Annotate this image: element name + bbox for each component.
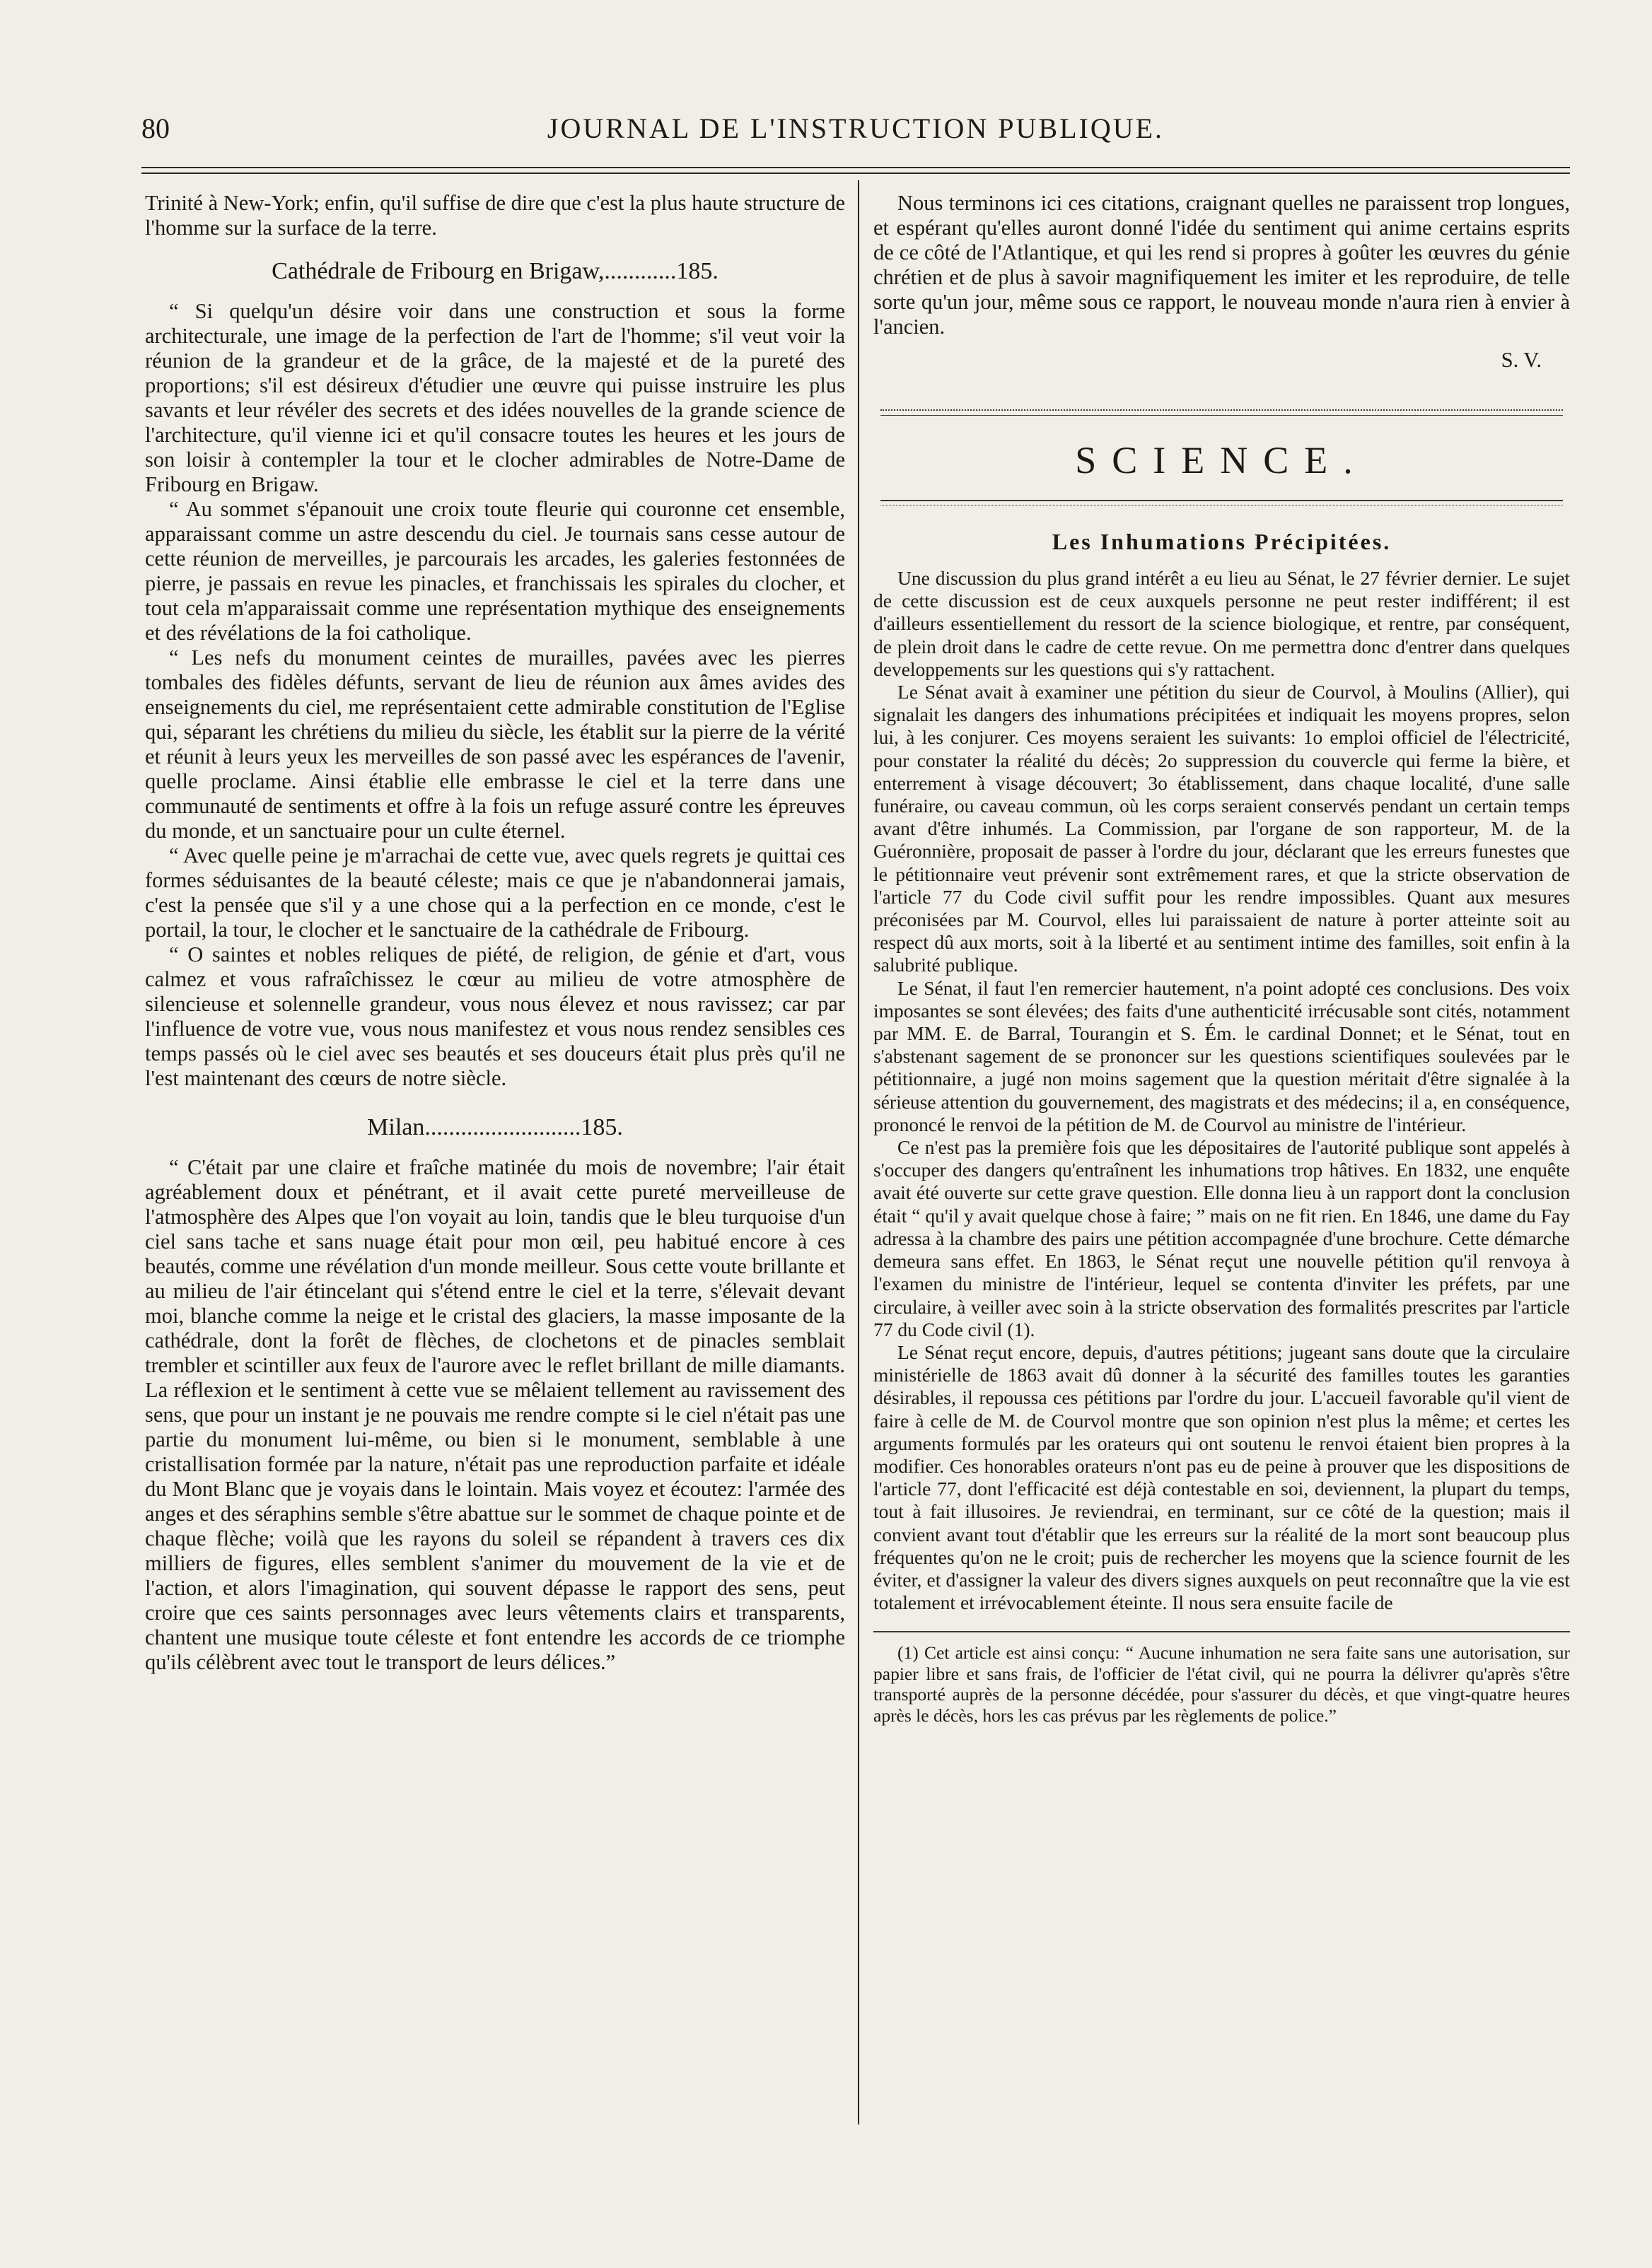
fribourg-paragraph: “ Avec quelle peine je m'arrachai de cette vue, avec quels regrets je quittai ces formes séduisantes de la beauté céleste; mais ce que je n'abandonnerai jamais, c'est la pensée que s'il y a une chose qui a la perfection en ce monde, c'est le portail, la tour, le clocher et le sanctuaire de la cathédrale de Fribourg. bbox=[145, 843, 845, 942]
footnote: (1) Cet article est ainsi conçu: “ Aucune inhumation ne sera faite sans une autorisation, sur papier libre et sans frais, de l'officier de l'état civil, qui ne pourra la délivrer qu'après s'être transporté auprès de la personne décédée, pour s'assurer du décès, et que vingt-quatre heures après le décès, hors les cas prévus par les règlements de police.” bbox=[873, 1642, 1570, 1726]
dateline-milan: Milan..........................185. bbox=[367, 1114, 623, 1140]
section-separator-top bbox=[880, 409, 1563, 416]
fribourg-paragraph: “ Les nefs du monument ceintes de murailles, pavées avec les pierres tombales des fidèles défunts, servant de lieu de réunion aux âmes avides des enseignements du ciel, me représentaient cette admirable constitution de l'Eglise qui, séparant les chrétiens du milieu du siècle, les établit sur la pierre de la vérité et réunit à leurs yeux les merveilles de son passé avec les espérances de l'avenir, quelle proclame. Ainsi établie elle embrasse le ciel et la terre dans une communauté de sentiments et offre à la fois un refuge assuré contre les épreuves du monde, et un sanctuaire pour un culte éternel. bbox=[145, 645, 845, 843]
fribourg-paragraph: “ Au sommet s'épanouit une croix toute fleurie qui couronne cet ensemble, apparaissant comme un astre descendu du ciel. Je tournais sans cesse autour de cette réunion de merveilles, je parcourais les arcades, les galeries festonnées de pierre, je passais en revue les pinacles, et franchissais les spirales du clocher, et tout cela m'apparaissait comme une représentation mythique des enseignements et des révélations de la foi catholique. bbox=[145, 497, 845, 645]
fribourg-paragraph: “ Si quelqu'un désire voir dans une construction et sous la forme architecturale, une image de la perfection de l'art de l'homme; s'il veut voir la réunion de la grandeur et de la grâce, de la majesté et de la pureté des proportions; s'il est désireux d'étudier une œuvre qui puisse instruire les plus savants et leur révéler des secrets et des idées nouvelles de la grande science de l'architecture, qu'il vienne ici et qu'il consacre toutes les heures et les jours de son loisir à contempler la tour et le clocher admirables de Notre-Dame de Fribourg en Brigaw. bbox=[145, 299, 845, 496]
article-paragraph: Le Sénat reçut encore, depuis, d'autres pétitions; jugeant sans doute que la circulaire ministérielle de 1863 avait dû donner à la sécurité des familles toutes les garanties désirables, il repoussa ces pétitions par l'ordre du jour. L'accueil favorable qu'il vient de faire à celle de M. de Courvol montre que son opinion n'est plus la même; et certes les arguments formulés par les orateurs qui ont soutenu le renvoi étaient bien propres à la modifier. Ces honorables orateurs n'ont pas eu de peine à prouver que les dispositions de l'article 77, dont l'efficacité est déjà contestable en soi, deviennent, la plupart du temps, tout à fait illusoires. Je reviendrai, en terminant, sur ce côté de la question; mais il convient avant tout d'établir que les erreurs sur la réalité de la mort sont beaucoup plus fréquentes qu'on ne le croit; puis de rechercher les moyens que la science fournit de les éviter, et d'assigner la valeur des divers signes auxquels on peut reconnaître que la vie est totalement et irrévocablement éteinte. Il nous sera ensuite facile de bbox=[873, 1340, 1570, 1614]
closing-paragraph: Nous terminons ici ces citations, craignant quelles ne paraissent trop longues, et espérant qu'elles auront donné l'idée du sentiment qui anime certains esprits de ce côté de l'Atlantique, et qui les rend si propres à goûter les œuvres du génie chrétien et de plus à savoir magnifiquement les imiter et les reproduire, de telle sorte qu'un jour, même sous ce rapport, le nouveau monde n'aura rien à envier à l'ancien. bbox=[873, 191, 1570, 339]
intro-paragraph: Trinité à New-York; enfin, qu'il suffise de dire que c'est la plus haute structure de l'homme sur la surface de la terre. bbox=[145, 191, 845, 240]
header-rule-bottom bbox=[141, 173, 1570, 174]
page-header bbox=[141, 112, 1570, 161]
section-title: SCIENCE. bbox=[1075, 439, 1368, 481]
page-number: 80 bbox=[141, 112, 170, 144]
milan-paragraph: “ C'était par une claire et fraîche matinée du mois de novembre; l'air était agréablement doux et pénétrant, et il avait cette pureté merveilleuse de l'atmosphère des Alpes que l'on voyait au loin, tandis que le bleu turquoise d'un ciel sans tache et sans nuage était pour mon œil, peu habitué encore à ces beautés, comme une révélation d'un monde meilleur. Sous cette voute brillante et au milieu de l'air étincelant qui s'étend entre le ciel et la terre, s'élevait devant moi, blanche comme la neige et le cristal des glaciers, la masse imposante de la cathédrale, dont la forêt de flèches, de clochetons et de pinacles semblait trembler et scintiller aux feux de l'aurore avec le reflet brillant de mille diamants. La réflexion et le sentiment à cette vue se mêlaient tellement au ravissement des sens, que pour un instant je ne pouvais me rendre compte si le ciel n'était pas une partie du monument lui-même, ou bien si le monument, semblable à une cristallisation formée par la nature, n'était pas une reproduction parfaite et idéale du Mont Blanc que je voyais dans le lointain. Mais voyez et écoutez: l'armée des anges et des séraphins semble s'être abattue sur le sommet de chaque pointe et de chaque flèche; voilà que les rayons du soleil se répandent à travers ces dix milliers de figures, elles semblent s'animer du mouvement de la vie et de l'action, et alors l'imagination, qui souvent dépasse le rapport des sens, peut croire que ces saints personnages avec leurs vêtements clairs et transparents, chantent une musique toute céleste et font entendre les accords de ce triomphe qu'ils célèbrent avec tout le transport de leurs délices.” bbox=[145, 1155, 845, 1674]
running-title: JOURNAL DE L'INSTRUCTION PUBLIQUE. bbox=[547, 112, 1165, 144]
article-paragraph: Le Sénat avait à examiner une pétition du sieur de Courvol, à Moulins (Allier), qui signalait les dangers des inhumations précipitées et indiquait les moyens propres, selon lui, à les conjurer. Ces moyens seraient les suivants: 1o emploi officiel de l'électricité, pour constater la réalité du décès; 2o suppression du couvercle qui ferme la bière, et enterrement à visage découvert; 3o établissement, dans chaque localité, d'une salle funéraire, ou caveau commun, où les corps seraient conservés pendant un certain temps avant d'être inhumés. La Commission, par l'organe de son rapporteur, M. de la Guéronnière, proposait de passer à l'ordre du jour, déclarant que les erreurs funestes que le pétitionnaire veut prévenir sont extrêmement rares, et que la stricte observation de l'article 77 du Code civil suffit pour les rendre impossibles. Quant aux mesures préconisées par M. Courvol, elles lui paraissaient de nature à porter atteinte soit au respect dû aux morts, soit à la liberté et au sentiment intime des familles, soit enfin à la salubrité publique. bbox=[873, 681, 1570, 976]
article-title: Les Inhumations Précipitées. bbox=[1052, 529, 1392, 554]
signature: S. V. bbox=[1501, 348, 1542, 372]
article-paragraph: Une discussion du plus grand intérêt a eu lieu au Sénat, le 27 février dernier. Le sujet de cette discussion est de ceux auxquels personne ne peut rester indifférent; il est d'ailleurs essentiellement du ressort de la science biologique, et rentre, par conséquent, de plein droit dans le cadre de cette revue. On me permettra donc d'entrer dans quelques developpements sur les questions qui s'y rattachent. bbox=[873, 567, 1570, 680]
article-paragraph: Le Sénat, il faut l'en remercier hautement, n'a point adopté ces conclusions. Des voix imposantes se sont élevées; des faits d'une authenticité irrécusable sont cités, notamment par MM. E. de Barral, Tourangin et S. Ém. le cardinal Donnet; et le Sénat, tout en s'abstenant sagement de se prononcer sur les questions scientifiques soulevées par le pétitionnaire, a jugé non moins sagement que la question méritait d'être signalée à la sérieuse attention du gouvernement, des magistrats et des médecins; il a, en conséquence, prononcé le renvoi de la pétition de M. de Courvol au ministre de l'intérieur. bbox=[873, 976, 1570, 1135]
left-column bbox=[145, 191, 845, 1675]
column-divider bbox=[858, 180, 859, 2124]
article-paragraph: Ce n'est pas la première fois que les dépositaires de l'autorité publique sont appelés à s'occuper des dangers qu'entraînent les inhumations trop hâtives. En 1832, une enquête avait été ouverte sur cette grave question. Elle donna lieu à un rapport dont la conclusion était “ qu'il y avait quelque chose à faire; ” mais on ne fit rien. En 1846, une dame du Fay adressa à la chambre des pairs une pétition accompagnée d'une brochure. Cette démarche demeura sans effet. En 1863, le Sénat reçut une nouvelle pétition qu'il renvoya à l'examen du ministre de l'intérieur, lequel se contenta d'inviter les préfets, par une circulaire, à veiller avec soin à la stricte observation des formalités prescrites par l'article 77 du Code civil (1). bbox=[873, 1136, 1570, 1340]
header-rule-top bbox=[141, 167, 1570, 168]
footnote-rule bbox=[873, 1631, 1570, 1632]
section-separator-bottom bbox=[880, 500, 1563, 505]
fribourg-paragraph: “ O saintes et nobles reliques de piété, de religion, de génie et d'art, vous calmez et vous rafraîchissez le cœur au milieu de votre atmosphère de silencieuse et solennelle grandeur, vous nous élevez et nous ravissez; car par l'influence de votre vue, vous nous manifestez et vous nous rendez sensibles ces temps passés où le ciel avec ses beautés et ses douceurs était plus près qu'il ne l'est maintenant des cœurs de notre siècle. bbox=[145, 942, 845, 1090]
dateline-fribourg: Cathédrale de Fribourg en Brigaw,............185. bbox=[272, 258, 719, 284]
right-column bbox=[873, 191, 1570, 1726]
